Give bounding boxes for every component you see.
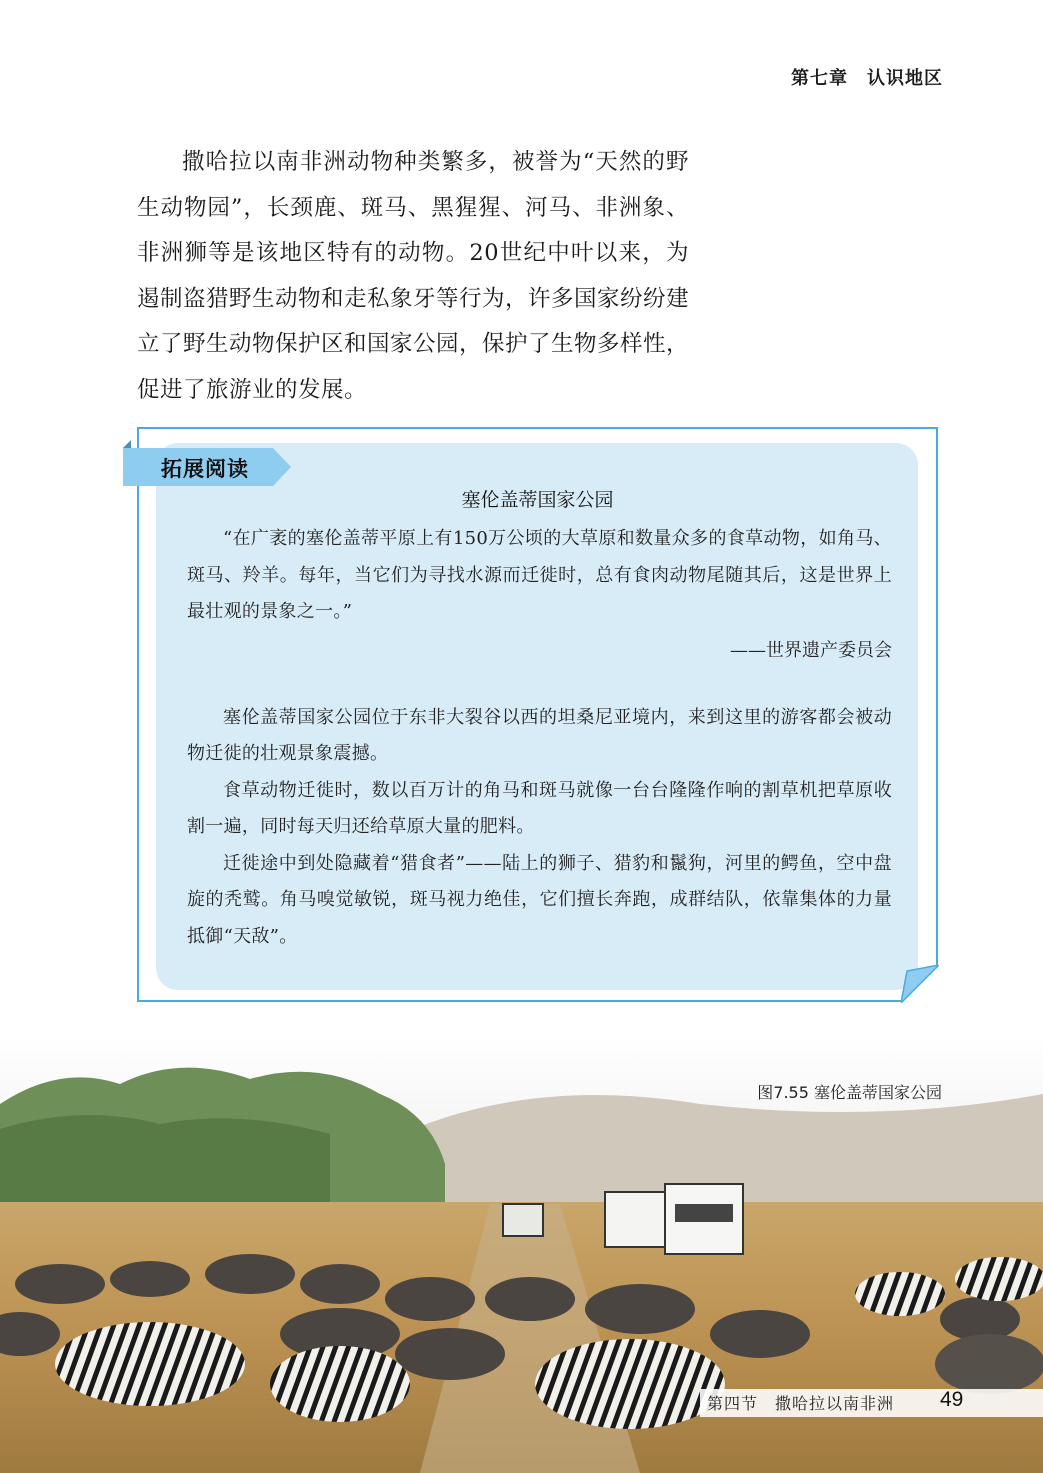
extended-reading-box [137,427,938,1002]
chapter-header: 第七章 认识地区 [791,68,943,89]
reading-tag-label: 拓展阅读 [161,457,249,481]
reading-content [187,521,892,955]
reading-paragraph: 迁徙途中到处隐藏着“猎食者”——陆上的狮子、猎豹和鬣狗，河里的鳄鱼，空中盘旋的秃鹫。角马嗅觉敏锐，斑马视力绝佳，它们擅长奔跑，成群结队，依靠集体的力量抵御“天敌”。 [187,852,892,947]
main-paragraph-block [137,140,689,413]
page-number: 49 [940,1388,964,1411]
footer-section: 第四节 撒哈拉以南非洲 [707,1394,895,1413]
reading-paragraph: 食草动物迁徙时，数以百万计的角马和斑马就像一台台隆隆作响的割草机把草原收割一遍，同时每天归还给草原大量的肥料。 [187,779,892,837]
page-fold-icon [901,965,939,1003]
reading-quote: “在广袤的塞伦盖蒂平原上有150万公顷的大草原和数量众多的食草动物，如角马、斑马、羚羊。每年，当它们为寻找水源而迁徙时，总有食肉动物尾随其后，这是世界上最壮观的景象之一。” [187,528,892,622]
quote-attribution: ——世界遗产委员会 [730,639,892,661]
reading-title: 塞伦盖蒂国家公园 [461,489,614,511]
main-paragraph: 撒哈拉以南非洲动物种类繁多，被誉为“天然的野生动物园”，长颈鹿、斑马、黑猩猩、河马、非洲象、非洲狮等是该地区特有的动物。20世纪中叶以来，为遏制盗猎野生动物和走私象牙等行为，许多国家纷纷建立了野生动物保护区和国家公园，保护了生物多样性，促进了旅游业的发展。 [137,149,690,403]
figure-caption: 图7.55 塞伦盖蒂国家公园 [757,1083,942,1102]
reading-paragraph: 塞伦盖蒂国家公园位于东非大裂谷以西的坦桑尼亚境内，来到这里的游客都会被动物迁徙的壮观景象震撼。 [187,706,892,764]
